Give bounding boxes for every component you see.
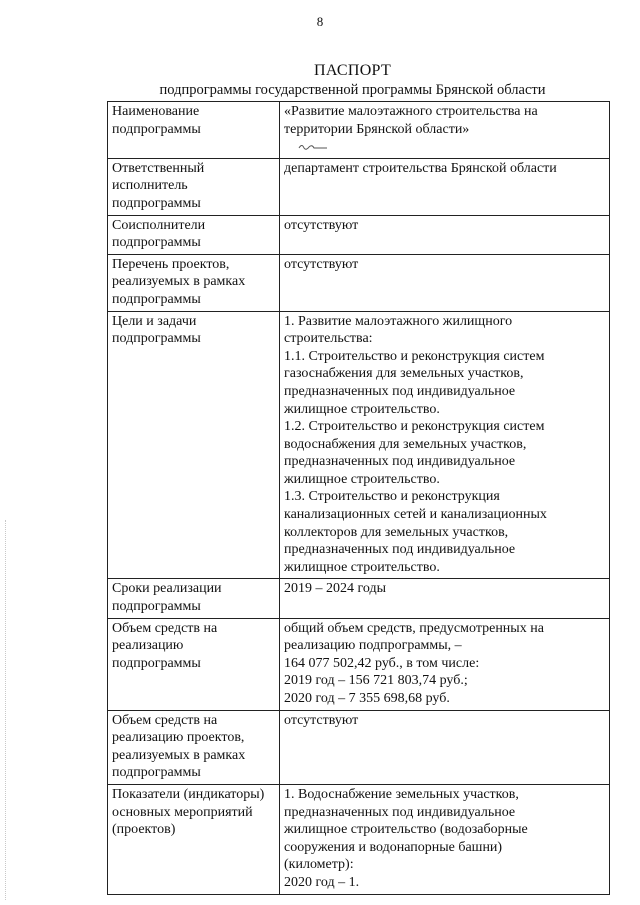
row-label-line: Объем средств на [112, 712, 218, 728]
row-label-line: Ответственный [112, 160, 205, 176]
row-value-line: территории Брянской области» [284, 121, 470, 137]
row-value-line: коллекторов для земельных участков, [284, 524, 509, 540]
row-value-cell [280, 784, 610, 894]
row-value-line: реализацию подпрограммы, – [284, 638, 462, 654]
row-label-line: реализуемых в рамках [112, 747, 246, 763]
row-value-cell [280, 579, 610, 618]
row-label-cell [108, 254, 280, 311]
row-value-line: 1.1. Строительство и реконструкция систем [284, 348, 545, 364]
table-row [108, 784, 610, 894]
row-value-line: 2019 – 2024 годы [284, 581, 387, 597]
row-value-cell [280, 618, 610, 710]
document-subtitle: подпрограммы государственной программы Брянской области [159, 82, 546, 98]
table-row [108, 311, 610, 579]
row-value-line: отсутствуют [284, 256, 359, 272]
row-label-cell [108, 215, 280, 254]
row-value-line: канализационных сетей и канализационных [284, 507, 547, 523]
margin-scan-dots [5, 520, 8, 900]
row-value-line: предназначенных под индивидуальное [284, 454, 516, 470]
row-value-line: отсутствуют [284, 712, 359, 728]
row-label-line: Перечень проектов, [112, 256, 230, 272]
row-value-line: департамент строительства Брянской области [284, 160, 557, 176]
row-label-line: исполнитель [112, 178, 188, 194]
row-value-line: «Развитие малоэтажного строительства на [284, 104, 538, 119]
row-label-line: подпрограммы [112, 235, 201, 251]
row-label-line: Показатели (индикаторы) [112, 786, 265, 802]
table-row [108, 710, 610, 784]
row-value-cell [280, 215, 610, 254]
row-label-line: подпрограммы [112, 121, 201, 137]
row-value-line: жилищное строительство. [284, 471, 440, 487]
row-label-cell [108, 710, 280, 784]
row-label-line: реализацию подпрограммы [112, 638, 201, 671]
table-row [108, 215, 610, 254]
row-label-cell [108, 618, 280, 710]
row-label-line: (проектов) [112, 822, 176, 838]
row-value-line: строительства: [284, 331, 373, 347]
row-value-cell [280, 254, 610, 311]
row-value-cell [280, 311, 610, 579]
row-label-line: подпрограммы [112, 291, 201, 307]
table-row [108, 158, 610, 215]
row-value-line: газоснабжения для земельных участков, [284, 366, 524, 382]
row-label-cell [108, 579, 280, 618]
row-label-line: подпрограммы [112, 195, 201, 211]
row-label-line: Соисполнители [112, 217, 206, 233]
row-label-cell [108, 784, 280, 894]
row-value-line: 1.2. Строительство и реконструкция систем [284, 419, 545, 435]
table-row [108, 579, 610, 618]
row-value-line: 1.3. Строительство и реконструкция [284, 489, 500, 505]
document-title: ПАСПОРТ [313, 62, 392, 79]
row-value-line: сооружения и водонапорные башни) [284, 839, 503, 855]
table-row [108, 102, 610, 159]
row-label-line: основных мероприятий [112, 804, 253, 820]
row-value-line: жилищное строительство. [284, 559, 440, 575]
row-label-line: реализуемых в рамках [112, 274, 246, 290]
row-value-line: предназначенных под индивидуальное [284, 542, 516, 558]
table-row [108, 254, 610, 311]
row-value-line: жилищное строительство (водозаборные [284, 822, 528, 838]
row-value-line: 2020 год – 7 355 698,68 руб. [284, 691, 450, 706]
row-label-cell [108, 158, 280, 215]
row-label-line: подпрограммы [112, 331, 201, 347]
row-value-line: 1. Развитие малоэтажного жилищного [284, 313, 513, 329]
row-value-line: 164 077 502,42 руб., в том числе: [284, 655, 480, 671]
row-label-line: подпрограммы [112, 765, 201, 781]
row-label-line: Цели и задачи [112, 313, 197, 329]
page-number: 8 [316, 14, 324, 29]
row-value-cell [280, 102, 610, 159]
row-label-line: Наименование [112, 104, 200, 119]
passport-table [107, 101, 610, 895]
row-value-cell [280, 158, 610, 215]
handwritten-mark-icon [298, 142, 328, 152]
row-value-line: жилищное строительство. [284, 401, 440, 417]
row-value-line: 2020 год – 1. [284, 874, 360, 890]
row-label-line: Сроки реализации [112, 581, 222, 597]
row-label-line: реализацию проектов, [112, 730, 245, 746]
row-value-line: предназначенных под индивидуальное [284, 804, 516, 820]
row-label-line: Объем средств на [112, 620, 218, 636]
row-label-line: подпрограммы [112, 599, 201, 615]
row-label-cell [108, 311, 280, 579]
row-label-cell [108, 102, 280, 159]
row-value-line: 2019 год – 156 721 803,74 руб.; [284, 673, 468, 689]
row-value-line: водоснабжения для земельных участков, [284, 436, 527, 452]
row-value-cell [280, 710, 610, 784]
row-value-line: общий объем средств, предусмотренных на [284, 620, 544, 636]
row-value-line: 1. Водоснабжение земельных участков, [284, 786, 519, 802]
passport-table-body [108, 102, 610, 895]
row-value-line: отсутствуют [284, 217, 359, 233]
row-value-line: предназначенных под индивидуальное [284, 383, 516, 399]
row-value-line: (километр): [284, 857, 354, 873]
table-row [108, 618, 610, 710]
